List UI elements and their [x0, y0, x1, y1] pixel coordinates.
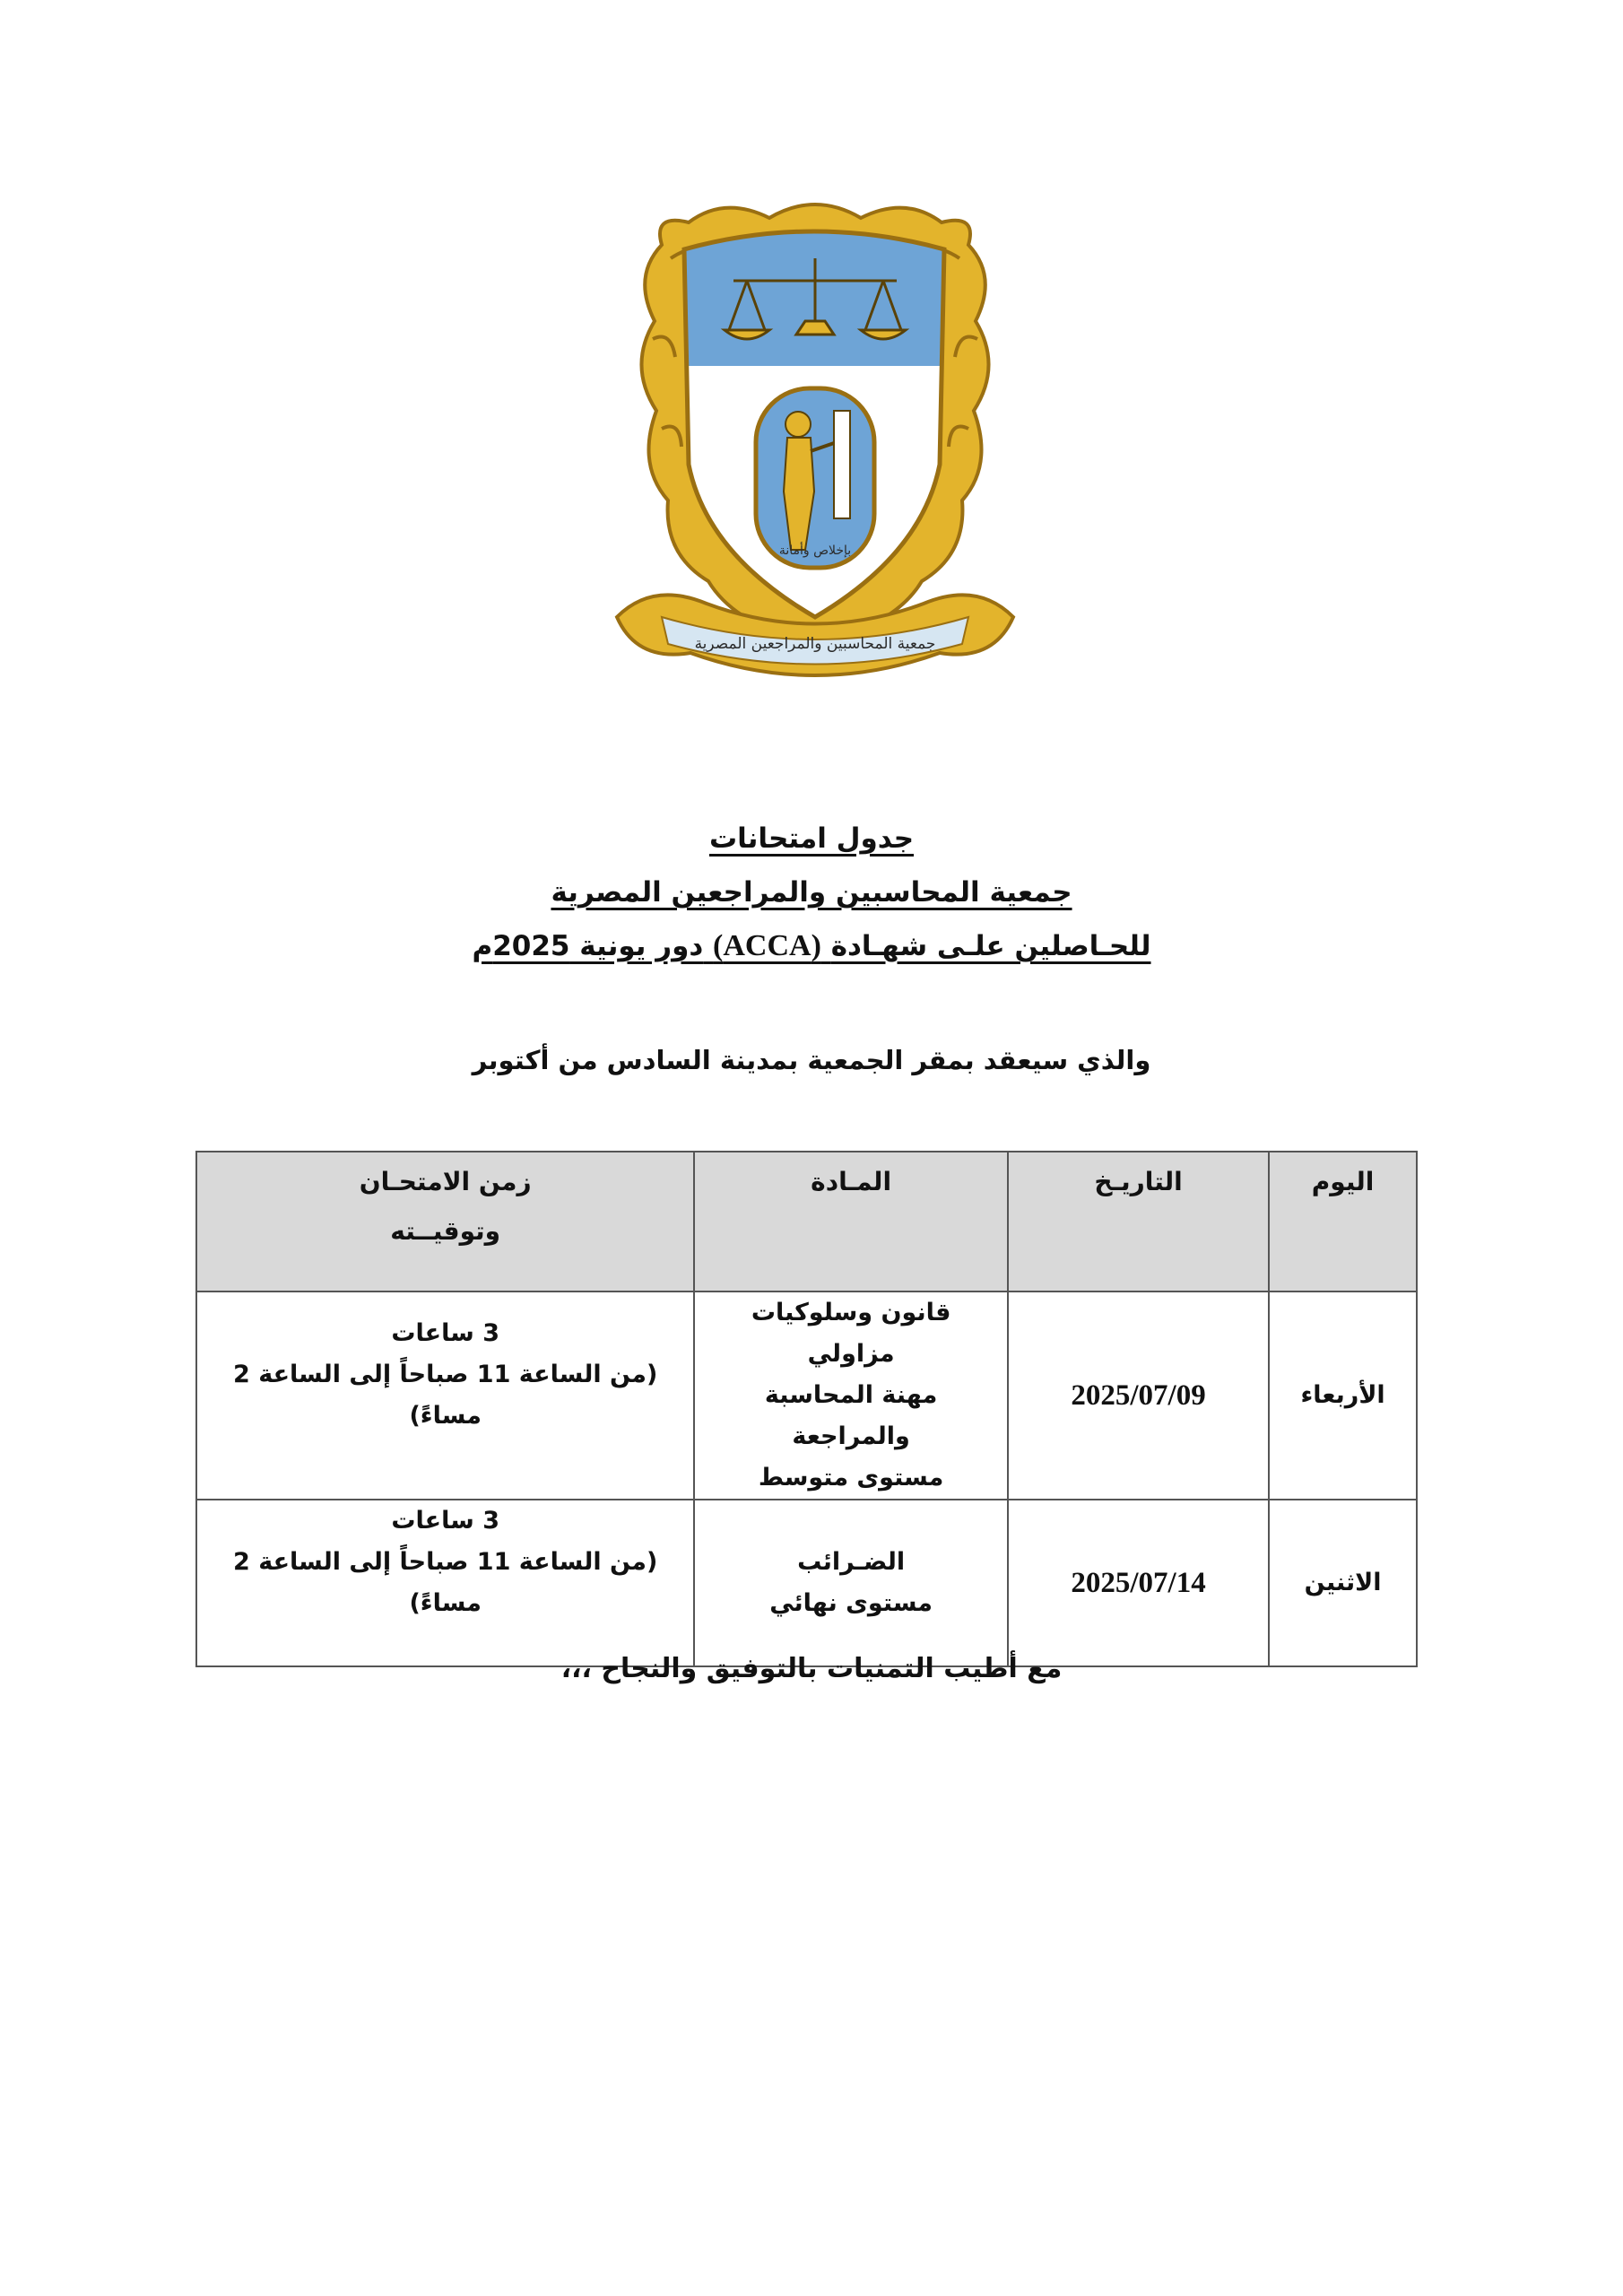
header-time-line-1: زمن الامتحـان — [359, 1167, 532, 1196]
closing-text: مع أطيب التمنيات بالتوفيق والنجاح ،،، — [560, 1653, 1063, 1684]
exam-schedule-table — [195, 1151, 1418, 1667]
row-date: 2025/07/09 — [1008, 1292, 1269, 1500]
society-emblem — [599, 196, 1031, 700]
title-line-3-suffix: دور يونية 2025م — [472, 930, 704, 962]
row-subject — [694, 1500, 1008, 1666]
document-title-block — [0, 812, 1623, 973]
header-subject: المـادة — [694, 1152, 1008, 1292]
subject-line: الضـرائب — [797, 1548, 906, 1576]
title-line-2: جمعية المحاسبين والمراجعين المصرية — [551, 876, 1072, 909]
row-day: الاثنين — [1269, 1500, 1417, 1666]
header-date: التاريـخ — [1008, 1152, 1269, 1292]
row-date: 2025/07/14 — [1008, 1500, 1269, 1666]
exam-duration: 3 ساعات — [391, 1319, 499, 1347]
certificate-name: (ACCA) — [713, 929, 821, 962]
header-day: اليوم — [1269, 1152, 1417, 1292]
subject-line: مهنة المحاسبة والمراجعة — [764, 1381, 938, 1450]
exam-duration: 3 ساعات — [391, 1507, 499, 1535]
exam-time-range: (من الساعة 11 صباحاً إلى الساعة 2 مساءً) — [233, 1361, 658, 1430]
venue-text: والذي سيعقد بمقر الجمعية بمدينة السادس من أكتوبر — [472, 1045, 1151, 1075]
exam-time-range: (من الساعة 11 صباحاً إلى الساعة 2 مساءً) — [233, 1548, 658, 1617]
subject-line: مستوى نهائي — [769, 1589, 933, 1617]
subject-line: مستوى متوسط — [758, 1464, 944, 1492]
table-header-row — [196, 1152, 1417, 1292]
row-subject — [694, 1292, 1008, 1500]
emblem-motto: بإخلاص وأمانة — [778, 544, 852, 558]
title-line-1: جدول امتحانات — [708, 822, 915, 855]
emblem-banner-text: جمعية المحاسبين والمراجعين المصرية — [694, 635, 936, 653]
title-line-3 — [0, 919, 1623, 973]
row-time — [196, 1500, 694, 1666]
header-time — [196, 1152, 694, 1292]
table-row — [196, 1500, 1417, 1666]
header-time-line-2: وتوقيــته — [390, 1216, 501, 1246]
title-line-3-prefix: للحـاصلين علـى شهـادة — [830, 930, 1151, 962]
pharaonic-scribe-icon — [756, 388, 874, 568]
table-row — [196, 1292, 1417, 1500]
row-time — [196, 1292, 694, 1500]
subject-line: قانون وسلوكيات مزاولي — [751, 1299, 951, 1368]
row-day: الأربعاء — [1269, 1292, 1417, 1500]
